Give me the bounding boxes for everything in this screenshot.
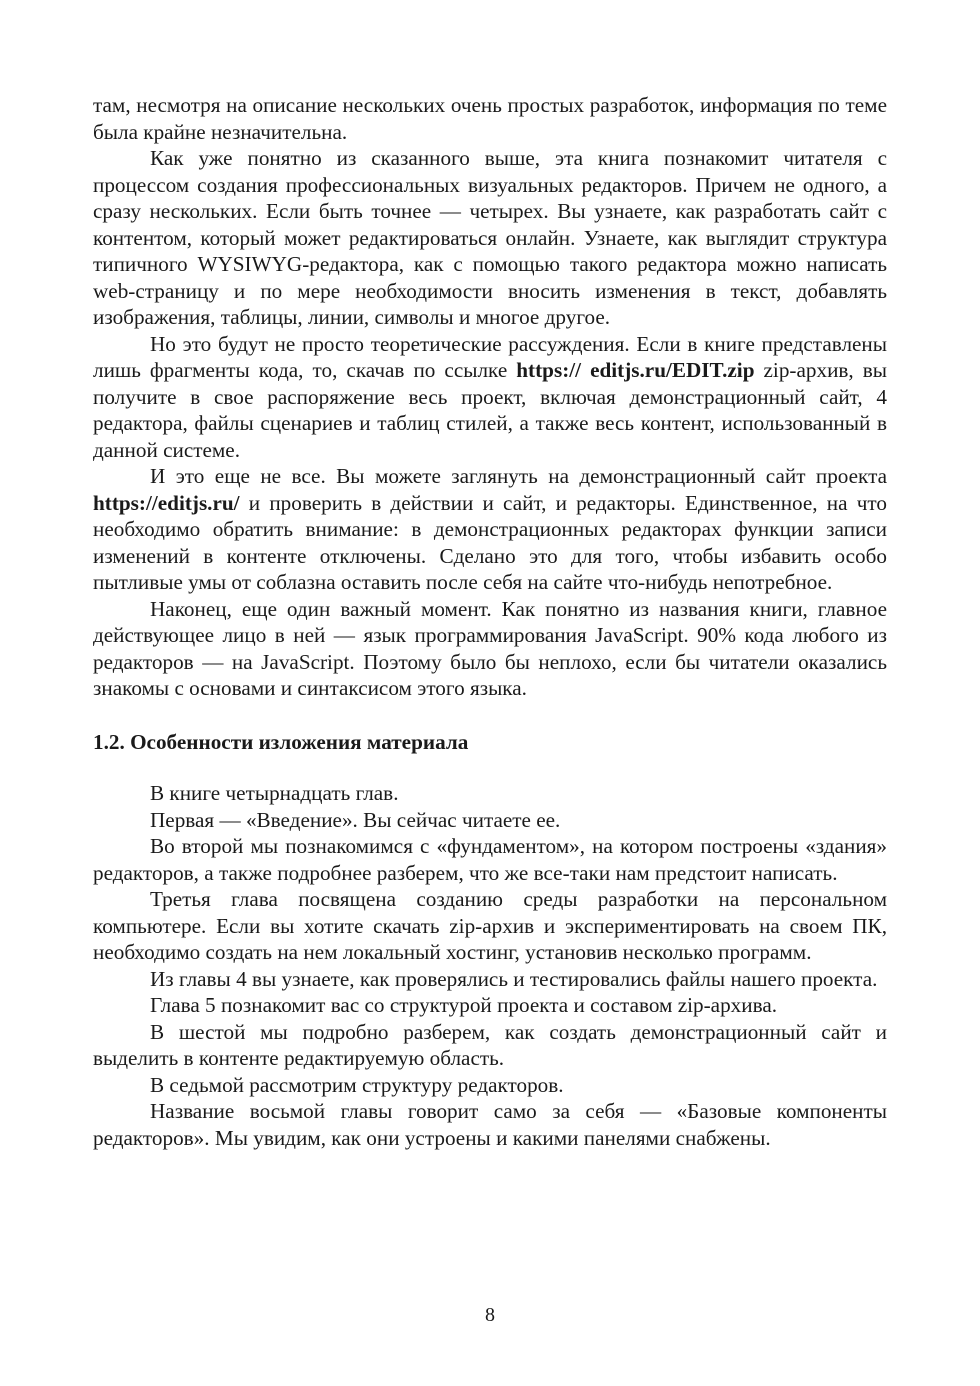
book-page [93, 92, 887, 1151]
intro-paragraph-3-text-before: Но это будут не просто теоретические рассуждения. Если в книге представлены лишь фрагменты кода, то, скачав по ссылке [93, 331, 887, 382]
intro-paragraph-3-text-after: zip-архив, вы получите в свое распоряжение весь проект, включая демонстрационный сайт, 4 редактора, файлы сценариев и таблиц стилей, а также весь контент, использованный в данной системе. [93, 358, 887, 462]
section-heading: 1.2. Особенности изложения материала [93, 729, 469, 754]
section-paragraph: Во второй мы познакомимся с «фундаментом», на котором построены «здания» редакторов, а также подробнее разберем, что же все-таки нам предстоит написать. [93, 834, 887, 885]
intro-paragraph-5: Наконец, еще один важный момент. Как понятно из названия книги, главное действующее лицо в ней — язык программирования JavaScript. 90% кода любого из редакторов — на JavaScript. Поэтому было бы неплохо, если бы читатели оказались знакомы с основами и синтаксисом этого языка. [93, 596, 887, 700]
zip-archive-link[interactable]: https:// editjs.ru/EDIT.zip [516, 358, 755, 382]
demo-site-link[interactable]: https://editjs.ru/ [93, 490, 240, 515]
intro-paragraph-3 [93, 331, 887, 464]
section-paragraph: Название восьмой главы говорит само за себя — «Базовые компоненты редакторов». Мы увидим, как они устроены и какими панелями снабжены. [93, 1099, 887, 1150]
intro-paragraph-4-text-before: И это еще не все. Вы можете заглянуть на демонстрационный сайт проекта [150, 464, 887, 488]
intro-paragraph-4-text-after: и проверить в действии и сайт, и редакторы. Единственное, на что необходимо обратить внимание: в демонстрационных редакторах функции записи изменений в контенте отключены. Сделано это для того, чтобы избавить особо пытливые умы от соблазна оставить после себя на сайте что-нибудь непотребное. [93, 490, 887, 594]
section-paragraph: В шестой мы подробно разберем, как создать демонстрационный сайт и выделить в контенте редактируемую область. [93, 1019, 887, 1070]
section-paragraph: В книге четырнадцать глав. [150, 781, 399, 805]
intro-paragraph-1: там, несмотря на описание нескольких очень простых разработок, информация по теме была крайне незначительна. [93, 93, 887, 144]
intro-paragraph-2: Как уже понятно из сказанного выше, эта книга познакомит читателя с процессом создания профессиональных визуальных редакторов. Причем не одного, а сразу нескольких. Если быть точнее — четырех. Вы узнаете, как разработать сайт с контентом, который может редактироваться онлайн. Узнаете, как выглядит структура типичного WYSIWYG-редактора, как с помощью такого редактора можно написать web-страницу и по мере необходимости вносить изменения в текст, добавлять изображения, таблицы, линии, символы и многое другое. [93, 146, 887, 329]
intro-paragraph-4 [93, 463, 887, 596]
section-paragraph: Глава 5 познакомит вас со структурой проекта и составом zip-архива. [150, 993, 778, 1017]
section-paragraph: В седьмой рассмотрим структуру редакторов. [150, 1072, 564, 1097]
section-paragraph: Третья глава посвящена созданию среды разработки на персональном компьютере. Если вы хотите скачать zip-архив и экспериментировать на своем ПК, необходимо создать на нем локальный хостинг, установив несколько программ. [93, 887, 887, 964]
page-number: 8 [485, 1304, 495, 1326]
section-paragraph: Первая — «Введение». Вы сейчас читаете ее. [150, 807, 561, 832]
section-paragraph: Из главы 4 вы узнаете, как проверялись и тестировались файлы нашего проекта. [150, 966, 878, 991]
